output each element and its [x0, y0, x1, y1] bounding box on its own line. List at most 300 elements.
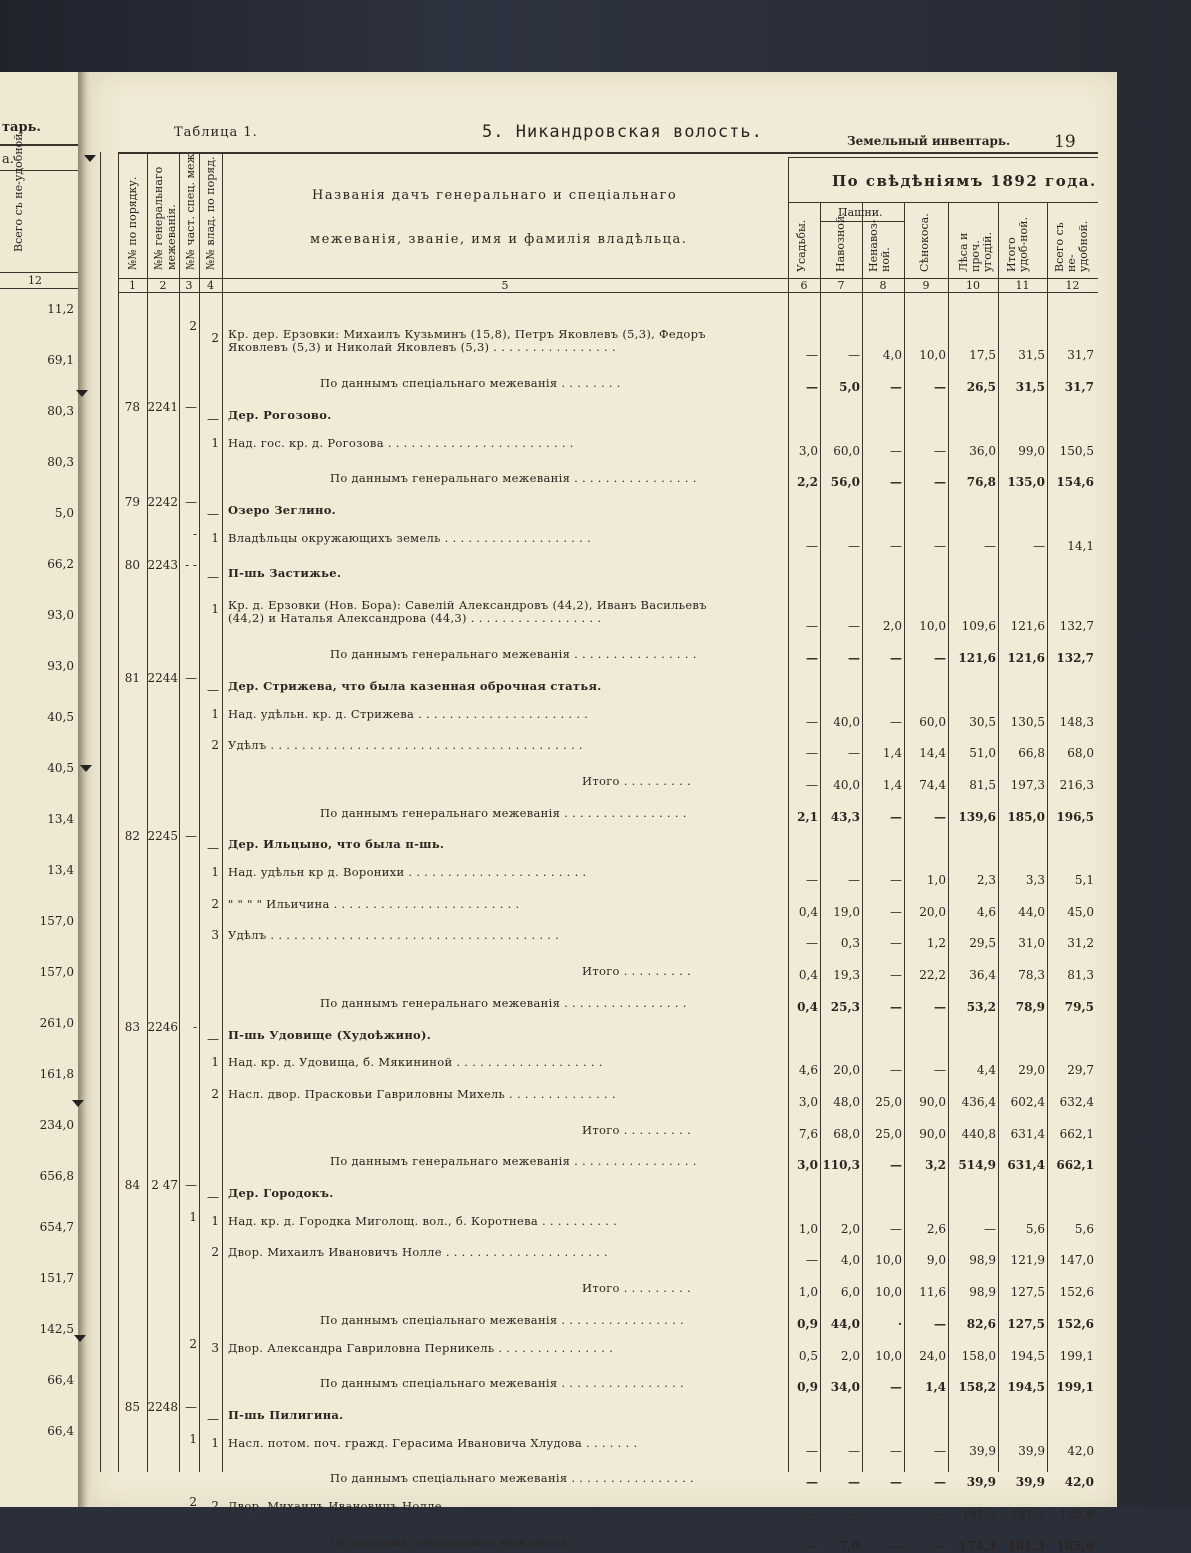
value-col-11: 78,9	[1015, 999, 1045, 1014]
pashni-header: Пашни.	[838, 206, 883, 219]
value-col-10: —	[984, 1221, 996, 1236]
col11-header: Итого удоб-ной.	[1005, 217, 1030, 272]
value-col-11: 181,3	[1007, 1538, 1045, 1553]
owner-number: 2	[211, 1086, 219, 1101]
col9-header: Сѣнокоса.	[918, 213, 931, 272]
value-col-11: 130,5	[1010, 714, 1045, 729]
special-survey-number: - -	[185, 558, 197, 573]
value-col-7: 2,0	[840, 1348, 860, 1363]
value-col-12: 147,0	[1059, 1253, 1094, 1268]
value-col-8: —	[890, 968, 902, 983]
col2-header: №№ генеральнаго межеванія.	[152, 166, 178, 270]
value-col-8: —	[890, 651, 902, 666]
left-page-value: 151,7	[39, 1271, 74, 1285]
value-col-12: 150,5	[1059, 443, 1094, 458]
value-col-9: —	[934, 1443, 946, 1458]
value-col-11: 5,6	[1025, 1221, 1045, 1236]
special-survey-number: 1	[189, 1209, 197, 1224]
owner-entry: Двор. Михаилъ Ивановичъ Ноллe . . . . . . . . . . . . . . . . . . . . .	[228, 1245, 609, 1260]
value-col-12: 45,0	[1067, 904, 1094, 919]
owner-number: 3	[211, 928, 219, 943]
value-col-9: —	[934, 809, 946, 824]
value-col-6: 0,4	[797, 999, 818, 1014]
owner-number: 2	[211, 896, 219, 911]
value-col-7: 6,0	[840, 1285, 860, 1300]
owner-entry: Удѣлъ . . . . . . . . . . . . . . . . . . . . . . . . . . . . . . . . . . . . .	[228, 928, 560, 943]
value-col-12: 68,0	[1067, 746, 1094, 761]
value-col-10: 29,5	[969, 936, 996, 951]
owner-number: —	[207, 506, 219, 521]
special-survey-number: 2	[189, 319, 197, 333]
value-col-11: 31,0	[1018, 936, 1045, 951]
value-col-7: —	[848, 1443, 860, 1458]
value-col-7: 19,0	[833, 904, 860, 919]
left-page-value: 656,8	[39, 1169, 74, 1183]
value-col-9: 1,2	[926, 936, 946, 951]
value-col-11: 66,8	[1018, 746, 1045, 761]
left-page-value: 5,0	[54, 506, 74, 520]
owner-number: 1	[211, 1213, 219, 1228]
value-col-9: 22,2	[919, 968, 946, 983]
col6-header: Усадьбы.	[795, 219, 808, 272]
estate-name: Озеро Зеглино.	[228, 502, 336, 517]
value-col-11: 3,3	[1025, 873, 1045, 888]
left-page-value: 13,4	[47, 812, 74, 826]
summary-label: По даннымъ генеральнаго межеванія . . . . . . . . . . . . . . . .	[330, 471, 697, 486]
value-col-11: 121,6	[1007, 651, 1045, 666]
value-col-12: 185,6	[1059, 1507, 1094, 1522]
value-col-7: 68,0	[833, 1126, 860, 1141]
summary-label: По даннымъ спеціальнаго межеванія . . . . . . . . . . . . . . . .	[330, 1534, 695, 1549]
value-col-6: 7,6	[798, 1126, 818, 1141]
owner-number: 2	[211, 738, 219, 753]
gutter-marker	[74, 1335, 86, 1342]
col10-header: Лѣса и проч. угодій.	[957, 232, 994, 272]
column-number: 12	[1065, 279, 1080, 292]
value-col-8: —	[890, 1475, 902, 1490]
value-col-8: —	[890, 1507, 902, 1522]
value-col-9: —	[934, 1063, 946, 1078]
column-number: 7	[837, 279, 845, 292]
value-col-6: —	[806, 936, 818, 951]
left-page-value: 93,0	[47, 608, 74, 622]
value-col-12: 31,2	[1067, 936, 1094, 951]
value-col-7: —	[848, 873, 860, 888]
value-col-12: 42,0	[1067, 1443, 1094, 1458]
value-col-9: —	[934, 999, 946, 1014]
value-col-10: 81,5	[969, 777, 996, 792]
value-col-11: 78,3	[1018, 968, 1045, 983]
summary-label: По даннымъ спеціальнаго межеванія . . . . . . . . . . . . . . . .	[320, 1312, 685, 1327]
row-number: 80	[124, 558, 140, 573]
left-page-header: тарь.	[2, 120, 41, 135]
special-survey-number: —	[185, 399, 197, 414]
value-col-10: 39,9	[969, 1443, 996, 1458]
value-col-12: 199,1	[1056, 1380, 1094, 1395]
value-col-7: 25,3	[830, 999, 860, 1014]
col4-header: №№ влад. по поряд.	[204, 156, 217, 270]
column-number: 1	[129, 279, 136, 292]
left-page-value: 654,7	[39, 1220, 74, 1234]
col5-header-line1: Названія дачъ генеральнаго и спеціальнаго	[312, 188, 678, 203]
value-col-10: 53,2	[966, 999, 996, 1014]
owner-entry: Над. кр. д. Городка Миголощ. вол., б. Коротнева . . . . . . . . . .	[228, 1213, 618, 1228]
value-col-7: 5,0	[839, 380, 860, 395]
value-col-7: 0,3	[840, 936, 860, 951]
value-col-12: 5,6	[1074, 1221, 1094, 1236]
owner-number: —	[207, 570, 219, 585]
value-col-11: —	[1033, 538, 1045, 553]
value-col-6: —	[806, 1253, 818, 1268]
left-page-value: 142,5	[39, 1322, 74, 1336]
value-col-9: —	[934, 1507, 946, 1522]
value-col-9: 3,2	[925, 1158, 946, 1173]
column-number: 3	[185, 279, 193, 292]
special-survey-number: —	[185, 1178, 197, 1193]
general-survey-number: 2241	[147, 399, 178, 414]
value-col-10: 440,8	[961, 1126, 996, 1141]
value-col-12: 152,6	[1059, 1285, 1094, 1300]
special-survey-number: —	[185, 1399, 197, 1414]
column-number: 5	[501, 279, 509, 292]
value-col-7: 60,0	[833, 443, 860, 458]
value-col-11: 185,0	[1007, 809, 1045, 824]
value-col-6: —	[806, 348, 818, 363]
estate-name: Дер. Рогозово.	[228, 407, 332, 422]
value-col-8: —	[890, 1221, 902, 1236]
value-col-8: ·	[897, 1316, 902, 1331]
value-col-9: 1,4	[925, 1380, 946, 1395]
gutter-marker	[80, 765, 92, 772]
value-col-9: 90,0	[919, 1094, 946, 1109]
owner-number: 1	[211, 602, 219, 617]
general-survey-number: 2 47	[151, 1178, 178, 1193]
value-col-8: 4,0	[882, 348, 902, 363]
value-col-10: 4,6	[976, 904, 996, 919]
value-col-7: 19,3	[833, 968, 860, 983]
value-col-12: 81,3	[1067, 968, 1094, 983]
value-col-10: 39,9	[966, 1475, 996, 1490]
value-col-6: 1,0	[798, 1221, 818, 1236]
owner-entry: Владѣльцы окружающихъ земель . . . . . . . . . . . . . . . . . . .	[228, 530, 592, 545]
owner-entry: Над. удѣльн. кр. д. Стрижева . . . . . . . . . . . . . . . . . . . . . .	[228, 706, 589, 721]
value-col-6: —	[806, 714, 818, 729]
value-col-10: 26,5	[966, 380, 996, 395]
value-col-7: 110,3	[822, 1158, 860, 1173]
value-col-10: 109,6	[961, 619, 996, 634]
col8-header: Ненавоз-ной.	[867, 219, 892, 272]
value-col-9: —	[934, 538, 946, 553]
value-col-11: 135,0	[1007, 475, 1045, 490]
left-page-fragment	[0, 72, 79, 1507]
row-number: 78	[124, 399, 140, 414]
owner-entry: Кр. дер. Ерзовки: Михаилъ Кузьминъ (15,8), Петръ Яковлевъ (5,3), Федоръ	[228, 327, 706, 341]
value-col-12: 29,7	[1067, 1063, 1094, 1078]
owner-entry: " " " " Ильичина . . . . . . . . . . . . . . . . . . . . . . . .	[228, 896, 520, 911]
value-col-7: 40,0	[833, 714, 860, 729]
value-col-11: 181,3	[1010, 1507, 1045, 1522]
value-col-9: 60,0	[919, 714, 946, 729]
row-number: 82	[124, 829, 140, 844]
left-page-value: 11,2	[47, 302, 74, 316]
value-col-10: 36,4	[969, 968, 996, 983]
value-col-8: —	[890, 538, 902, 553]
value-col-11: 127,5	[1007, 1316, 1045, 1331]
value-col-8: 1,4	[882, 746, 902, 761]
value-col-11: 31,5	[1015, 380, 1045, 395]
left-page-value: 66,4	[47, 1373, 74, 1387]
left-page-value: 13,4	[47, 863, 74, 877]
value-col-10: 17,5	[969, 348, 996, 363]
value-col-6: 3,0	[798, 443, 818, 458]
general-survey-number: 2242	[147, 494, 178, 509]
value-col-7: —	[848, 619, 860, 634]
value-col-6: —	[806, 1443, 818, 1458]
owner-entry: Яковлевъ (5,3) и Николай Яковлевъ (5,3) . . . . . . . . . . . . . . . .	[228, 340, 616, 355]
left-page-value: 157,0	[39, 965, 74, 979]
value-col-12: 14,1	[1067, 538, 1094, 553]
value-col-12: 632,4	[1059, 1094, 1094, 1109]
value-col-11: 197,3	[1010, 777, 1045, 792]
value-col-12: 154,6	[1056, 475, 1094, 490]
value-col-8: 1,4	[882, 777, 902, 792]
owner-number: 2	[211, 1245, 219, 1260]
special-survey-number: —	[185, 670, 197, 685]
value-col-9: 24,0	[919, 1348, 946, 1363]
owner-entry: Кр. д. Ерзовки (Нов. Бора): Савелій Александровъ (44,2), Иванъ Васильевъ	[228, 598, 707, 613]
owner-entry: Двор. Александра Гавриловна Перникель . . . . . . . . . . . . . . .	[228, 1340, 614, 1355]
owner-number: 1	[211, 1055, 219, 1070]
value-col-12: 31,7	[1064, 380, 1094, 395]
special-survey-number: —	[185, 494, 197, 509]
value-col-12: 185,6	[1056, 1538, 1094, 1553]
value-col-12: 132,7	[1056, 651, 1094, 666]
value-col-9: —	[934, 380, 946, 395]
value-col-12: 132,7	[1059, 619, 1094, 634]
estate-name: П-шь Удовище (Худоѣжино).	[228, 1027, 432, 1042]
value-col-12: 31,7	[1067, 348, 1094, 363]
left-page-value: 234,0	[39, 1118, 74, 1132]
value-col-8: 10,0	[875, 1253, 902, 1268]
value-col-12: 42,0	[1064, 1475, 1094, 1490]
owner-number: 3	[211, 1340, 219, 1355]
general-survey-number: 2245	[147, 829, 178, 844]
summary-label: По даннымъ генеральнаго межеванія . . . . . . . . . . . . . . . .	[320, 995, 687, 1010]
value-col-10: 4,4	[976, 1063, 996, 1078]
value-col-6: —	[806, 619, 818, 634]
value-col-12: 5,1	[1074, 873, 1094, 888]
owner-entry: (44,2) и Наталья Александрова (44,3) . . . . . . . . . . . . . . . . .	[228, 611, 602, 626]
row-number: 84	[124, 1178, 140, 1193]
value-col-8: —	[890, 475, 902, 490]
owner-number: 1	[211, 435, 219, 450]
value-col-10: 139,6	[958, 809, 996, 824]
value-col-11: 194,5	[1010, 1348, 1045, 1363]
column-number: 11	[1015, 279, 1030, 292]
general-survey-number: 2246	[147, 1019, 178, 1034]
value-col-11: 602,4	[1010, 1094, 1045, 1109]
value-col-9: 10,0	[919, 619, 946, 634]
value-col-8: —	[890, 1538, 902, 1553]
summary-label: Итого . . . . . . . . .	[582, 964, 691, 979]
value-col-12: 216,3	[1059, 777, 1094, 792]
value-col-6: 2,2	[797, 475, 818, 490]
value-col-8: 10,0	[875, 1285, 902, 1300]
column-number: 2	[159, 279, 167, 292]
value-col-8: —	[890, 1443, 902, 1458]
value-col-6: 0,9	[797, 1316, 818, 1331]
col1-header: №№ по порядку.	[126, 176, 139, 270]
value-col-8: 2,0	[882, 619, 902, 634]
value-col-10: 51,0	[969, 746, 996, 761]
group-title: По свѣдѣніямъ 1892 года.	[832, 172, 1097, 190]
owner-entry: Насл. двор. Прасковьи Гавриловны Михель . . . . . . . . . . . . . .	[228, 1086, 616, 1101]
value-col-8: —	[890, 1158, 902, 1173]
special-survey-number: 2	[189, 1336, 197, 1351]
value-col-11: 39,9	[1018, 1443, 1045, 1458]
value-col-8: —	[890, 1380, 902, 1395]
value-col-9: —	[934, 651, 946, 666]
value-col-11: 631,4	[1010, 1126, 1045, 1141]
column-number: 8	[879, 279, 887, 292]
summary-label: Итого . . . . . . . . .	[582, 1281, 691, 1296]
value-col-8: —	[890, 809, 902, 824]
value-col-9: 14,4	[919, 746, 946, 761]
value-col-11: 127,5	[1010, 1285, 1045, 1300]
general-survey-number: 2243	[147, 558, 178, 573]
value-col-6: —	[806, 1507, 818, 1522]
value-col-8: 25,0	[875, 1126, 902, 1141]
left-page-value: 40,5	[47, 761, 74, 775]
value-col-10: 181,3	[961, 1507, 996, 1522]
col7-header: Навозной.	[834, 212, 847, 272]
summary-label: По даннымъ генеральнаго межеванія . . . . . . . . . . . . . . . .	[330, 1154, 697, 1169]
value-col-7: 56,0	[830, 475, 860, 490]
value-col-7: —	[848, 1475, 860, 1490]
value-col-9: 20,0	[919, 904, 946, 919]
value-col-11: 121,6	[1010, 619, 1045, 634]
column-number: 4	[207, 279, 214, 292]
summary-label: По даннымъ генеральнаго межеванія . . . . . . . . . . . . . . . .	[320, 805, 687, 820]
left-col-header: Всего съ не-удобной.	[12, 129, 25, 252]
value-col-7: 7,0	[839, 1538, 860, 1553]
left-page-value: 69,1	[47, 353, 74, 367]
left-page-value: 80,3	[47, 404, 74, 418]
value-col-6: 3,0	[798, 1094, 818, 1109]
value-col-10: 158,2	[958, 1380, 996, 1395]
volost-title: 5. Никандровская волость.	[482, 122, 763, 142]
owner-number: —	[207, 1031, 219, 1046]
summary-label: Итого . . . . . . . . .	[582, 773, 691, 788]
row-number: 83	[124, 1019, 140, 1034]
estate-name: Дер. Ильцыно, что была п-шь.	[228, 837, 445, 852]
value-col-8: —	[890, 1063, 902, 1078]
value-col-6: —	[806, 1475, 818, 1490]
value-col-10: 121,6	[958, 651, 996, 666]
col12-header: Всего съ не-удобной.	[1053, 220, 1090, 272]
col5-header-line2: межеванія, званіе, имя и фамилія владѣльца.	[310, 232, 688, 247]
owner-number: 1	[211, 530, 219, 545]
general-survey-number: 2248	[147, 1399, 178, 1414]
value-col-6: 0,4	[798, 968, 818, 983]
value-col-7: 43,3	[830, 809, 860, 824]
value-col-9: 1,0	[926, 873, 946, 888]
value-col-9: —	[934, 1316, 946, 1331]
col3-header: №№ част. спец. меж	[184, 153, 197, 270]
page-number: 19	[1054, 132, 1076, 152]
special-survey-number: -	[192, 526, 197, 541]
owner-number: —	[207, 1411, 219, 1426]
value-col-10: 76,8	[966, 475, 996, 490]
left-page-value: 161,8	[39, 1067, 74, 1081]
value-col-9: 2,6	[926, 1221, 946, 1236]
value-col-12: 152,6	[1056, 1316, 1094, 1331]
value-col-10: 36,0	[969, 443, 996, 458]
value-col-10: 82,6	[966, 1316, 996, 1331]
summary-label: По даннымъ спеціальнаго межеванія . . . . . . . . . . . . . . . .	[330, 1471, 695, 1486]
value-col-7: —	[848, 1507, 860, 1522]
value-col-7: —	[848, 538, 860, 553]
row-number: 85	[124, 1399, 140, 1414]
value-col-6: 0,5	[798, 1348, 818, 1363]
book-gutter	[78, 72, 92, 1507]
value-col-7: 48,0	[833, 1094, 860, 1109]
value-col-11: 29,0	[1018, 1063, 1045, 1078]
value-col-7: —	[848, 651, 860, 666]
value-col-12: 79,5	[1064, 999, 1094, 1014]
left-page-value: 66,2	[47, 557, 74, 571]
special-survey-number: 1	[189, 1431, 197, 1446]
value-col-11: 194,5	[1007, 1380, 1045, 1395]
value-col-10: 174,3	[958, 1538, 996, 1553]
value-col-6: 4,6	[798, 1063, 818, 1078]
value-col-11: 31,5	[1018, 348, 1045, 363]
value-col-12: 196,5	[1056, 809, 1094, 824]
owner-entry: Над. гос. кр. д. Рогозова . . . . . . . . . . . . . . . . . . . . . . . .	[228, 435, 574, 450]
value-col-11: 631,4	[1007, 1158, 1045, 1173]
owner-entry: Над. кр. д. Удовища, б. Мякининой . . . . . . . . . . . . . . . . . . .	[228, 1055, 603, 1070]
value-col-6: 1,0	[798, 1285, 818, 1300]
value-col-8: —	[890, 904, 902, 919]
summary-label: Итого . . . . . . . . .	[582, 1122, 691, 1137]
value-col-8: 10,0	[875, 1348, 902, 1363]
owner-entry: Насл. потом. поч. гражд. Герасима Ивановича Хлудова . . . . . . .	[228, 1435, 638, 1450]
left-page-value: 157,0	[39, 914, 74, 928]
left-page-sub: а.	[2, 152, 14, 167]
column-number: 9	[922, 279, 930, 292]
owner-number: 2	[211, 331, 219, 345]
value-col-9: 9,0	[926, 1253, 946, 1268]
value-col-9: —	[934, 475, 946, 490]
value-col-6: —	[806, 538, 818, 553]
value-col-6: —	[806, 1538, 818, 1553]
value-col-10: 98,9	[969, 1285, 996, 1300]
owner-number: —	[207, 411, 219, 426]
value-col-7: 44,0	[830, 1316, 860, 1331]
value-col-8: —	[890, 873, 902, 888]
value-col-10: 158,0	[961, 1348, 996, 1363]
value-col-8: —	[890, 380, 902, 395]
value-col-7: 2,0	[840, 1221, 860, 1236]
value-col-8: 25,0	[875, 1094, 902, 1109]
owner-number: —	[207, 682, 219, 697]
owner-number: —	[207, 841, 219, 856]
general-survey-number: 2244	[147, 670, 178, 685]
table-label: Таблица 1.	[174, 125, 258, 140]
summary-label: По даннымъ спеціальнаго межеванія . . . . . . . .	[320, 376, 621, 391]
owner-entry: Двор. Михаилъ Ивановичъ Нолле . . . . . . . . . . . . . . . . . . . . .	[228, 1499, 609, 1514]
estate-name: Дер. Стрижева, что была казенная оброчная статья.	[228, 678, 602, 693]
